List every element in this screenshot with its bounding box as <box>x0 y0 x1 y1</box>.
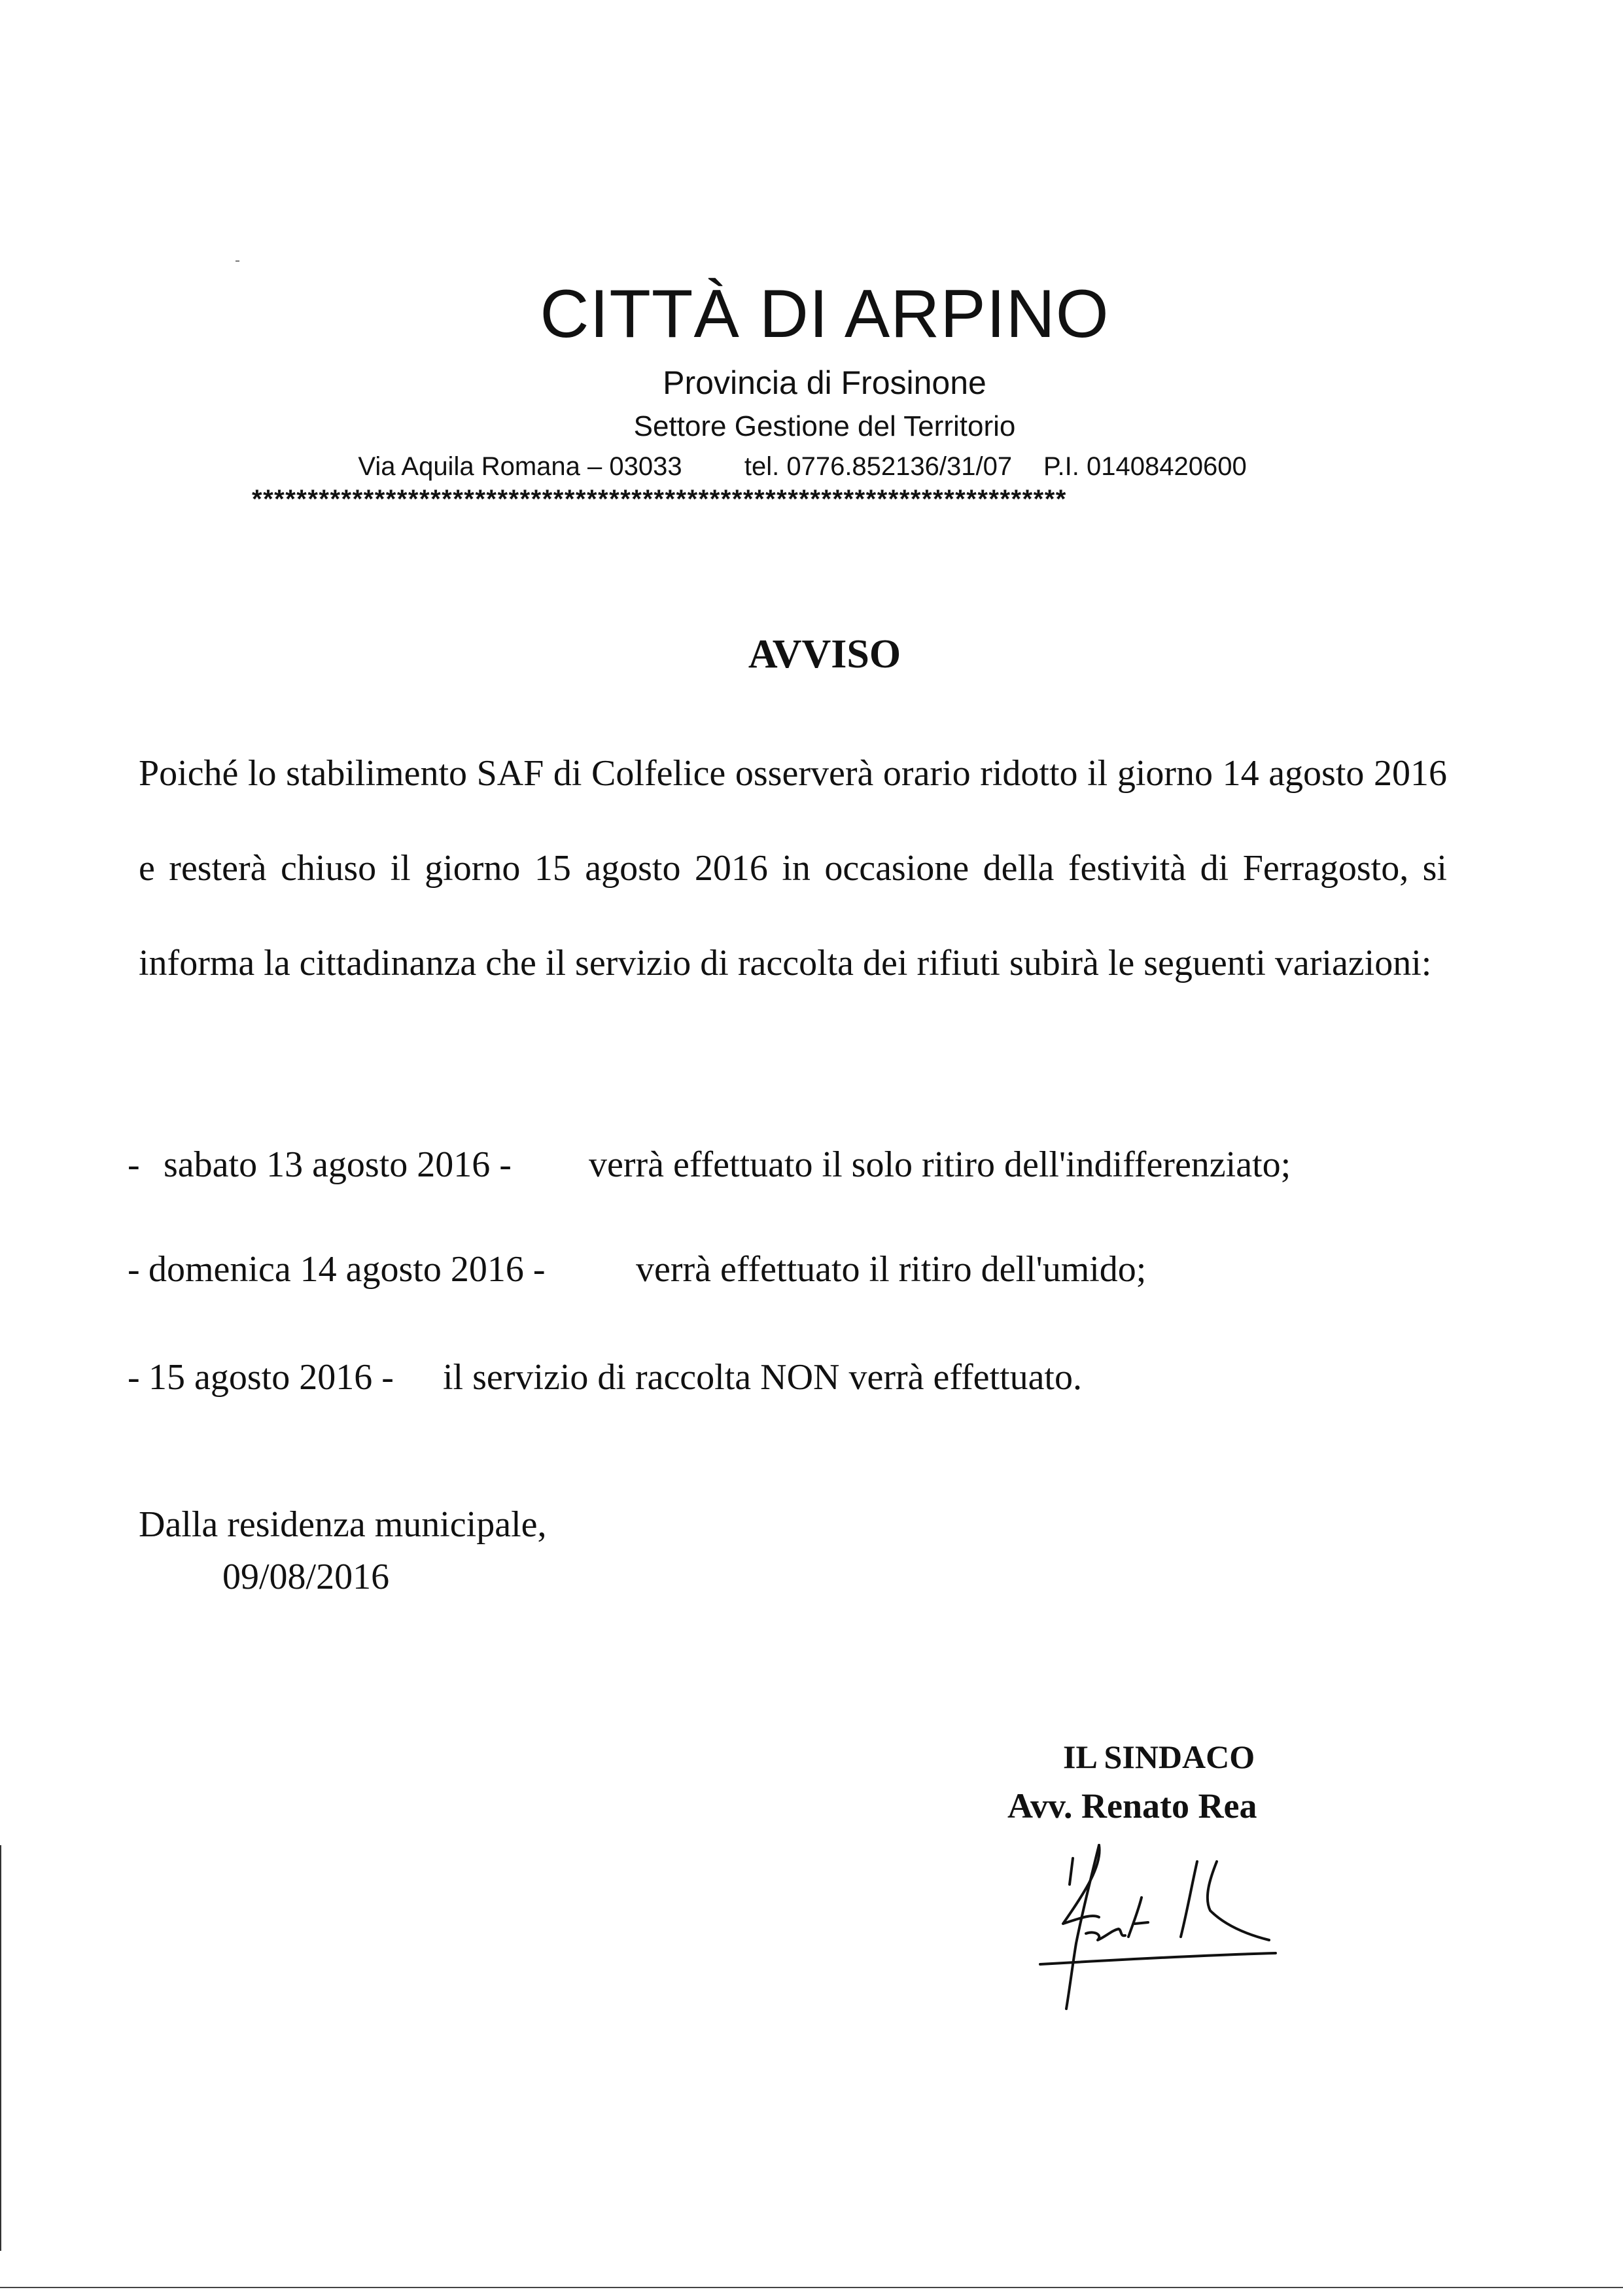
handwritten-signature <box>1021 1832 1413 2028</box>
notice-body: Poiché lo stabilimento SAF di Colfelice osserverà orario ridotto il giorno 14 agosto 2016 e resterà chiuso il giorno 15 agosto 2016 in occasione della festività di Ferragosto, si informa la cittadinanza che il servizio di raccolta dei rifiuti subirà le seguenti variazioni: <box>139 753 1447 983</box>
schedule-description: verrà effettuato il ritiro dell'umido; <box>636 1249 1147 1290</box>
schedule-dash: - <box>128 1357 140 1398</box>
schedule-description: verrà effettuato il solo ritiro dell'indifferenziato; <box>589 1144 1291 1185</box>
city-title: CITTÀ DI ARPINO <box>540 276 1109 352</box>
issue-date: 09/08/2016 <box>222 1557 390 1597</box>
separator-line: ************************************************************************* <box>252 485 1067 514</box>
mayor-title: IL SINDACO <box>1063 1739 1255 1775</box>
scan-speck <box>236 260 239 262</box>
sector-line: Settore Gestione del Territorio <box>633 410 1016 442</box>
contact-address: Via Aquila Romana – 03033 <box>358 452 682 481</box>
schedule-item <box>128 1354 1082 1400</box>
closing-line: Dalla residenza municipale, <box>139 1504 547 1545</box>
schedule-item <box>128 1246 1146 1292</box>
schedule-dash: - <box>128 1144 140 1185</box>
mayor-name: Avv. Renato Rea <box>1007 1786 1257 1826</box>
scan-edge-bottom <box>0 2287 1623 2288</box>
scan-edge-left <box>0 1845 1 2251</box>
contact-line <box>327 450 1247 483</box>
schedule-description: il servizio di raccolta NON verrà effettuato. <box>443 1357 1082 1398</box>
schedule-date: sabato 13 agosto 2016 - <box>164 1144 512 1185</box>
schedule-date: 15 agosto 2016 - <box>148 1357 394 1398</box>
contact-vat-number: P.I. 01408420600 <box>1043 452 1247 481</box>
schedule-dash: - <box>128 1249 140 1290</box>
contact-phone: tel. 0776.852136/31/07 <box>744 452 1013 481</box>
province-line: Provincia di Frosinone <box>663 364 986 401</box>
schedule-item <box>128 1142 1291 1188</box>
schedule-date: domenica 14 agosto 2016 - <box>148 1249 546 1290</box>
notice-title: AVVISO <box>748 632 901 677</box>
